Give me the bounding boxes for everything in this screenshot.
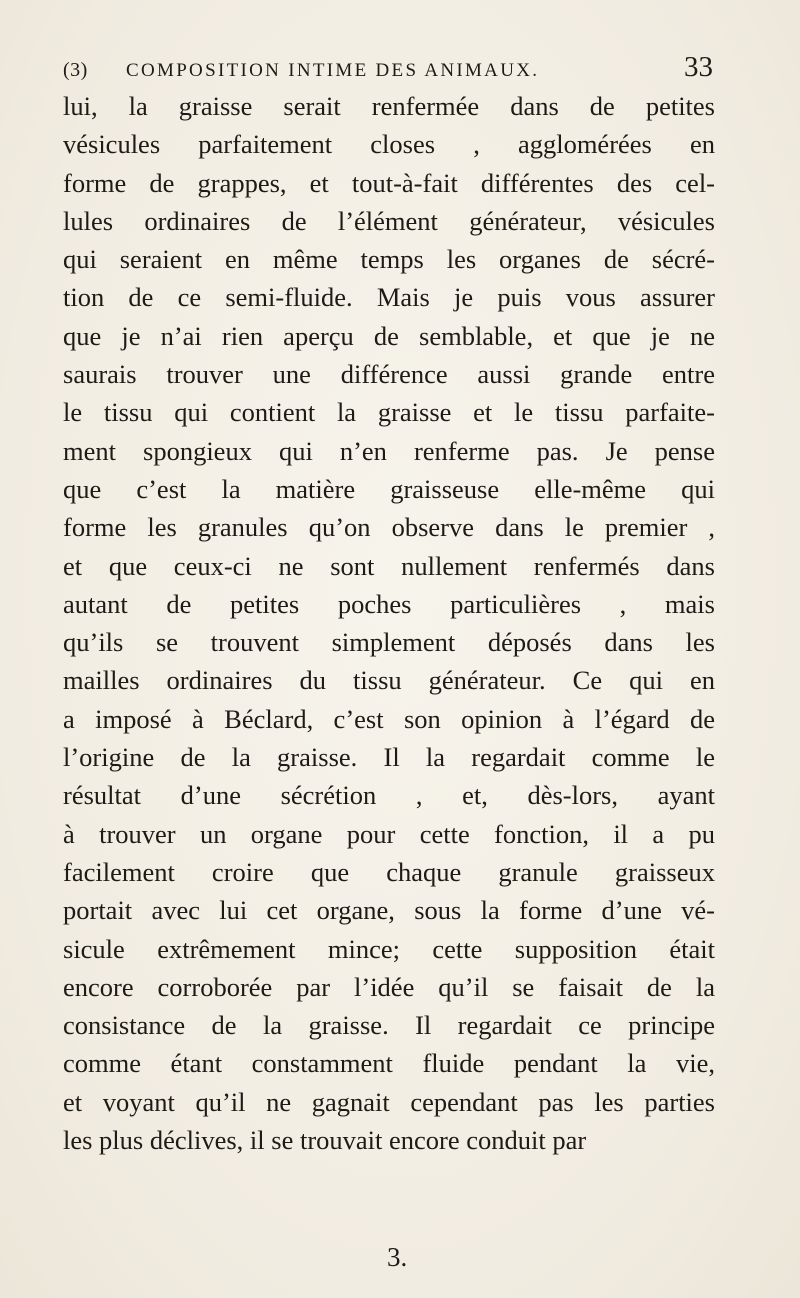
page-number: 33 [684, 51, 713, 83]
text-line: que je n’ai rien aperçu de semblable, et que je ne [63, 320, 715, 351]
text-line: et voyant qu’il ne gagnait cependant pas les parties [63, 1086, 715, 1117]
text-line: le tissu qui contient la graisse et le tissu parfaite- [63, 397, 715, 428]
text-line: que c’est la matière graisseuse elle-même qui [63, 473, 715, 504]
text-line: qui seraient en même temps les organes de sécré- [63, 244, 715, 275]
text-line: l’origine de la graisse. Il la regardait comme le [63, 742, 715, 773]
text-line: portait avec lui cet organe, sous la forme d’une vé- [63, 895, 715, 926]
text-line: qu’ils se trouvent simplement déposés dans les [63, 627, 715, 658]
text-line: lules ordinaires de l’élément générateur, vésicules [63, 205, 715, 236]
text-line: ment spongieux qui n’en renferme pas. Je pense [63, 435, 715, 466]
running-title: COMPOSITION INTIME DES ANIMAUX. [126, 60, 540, 81]
text-line: consistance de la graisse. Il regardait ce principe [63, 1010, 715, 1041]
body-text [63, 87, 715, 1159]
text-line: saurais trouver une différence aussi grande entre [63, 359, 715, 390]
page-header [63, 51, 713, 87]
text-line: autant de petites poches particulières , mais [63, 588, 715, 619]
text-line: les plus déclives, il se trouvait encore conduit par [63, 1125, 587, 1156]
text-line: sicule extrêmement mince; cette supposition était [63, 933, 715, 964]
text-line: vésicules parfaitement closes , agglomérées en [63, 129, 715, 160]
text-line: et que ceux-ci ne sont nullement renfermés dans [63, 550, 715, 581]
text-line: encore corroborée par l’idée qu’il se faisait de la [63, 971, 715, 1002]
text-line: tion de ce semi-fluide. Mais je puis vous assurer [63, 282, 715, 313]
text-line: facilement croire que chaque granule graisseux [63, 856, 715, 887]
page-marker: (3) [63, 59, 88, 81]
text-line: a imposé à Béclard, c’est son opinion à l’égard de [63, 703, 715, 734]
text-line: lui, la graisse serait renfermée dans de petites [63, 91, 715, 121]
text-line: résultat d’une sécrétion , et, dès-lors, ayant [63, 780, 715, 811]
text-line: forme les granules qu’on observe dans le premier , [63, 512, 715, 543]
text-line: mailles ordinaires du tissu générateur. Ce qui en [63, 665, 715, 696]
text-line: à trouver un organe pour cette fonction, il a pu [63, 818, 715, 849]
text-line: forme de grappes, et tout-à-fait différentes des cel- [63, 167, 715, 198]
text-line: comme étant constamment fluide pendant la vie, [63, 1048, 715, 1079]
signature-mark: 3. [387, 1242, 408, 1272]
